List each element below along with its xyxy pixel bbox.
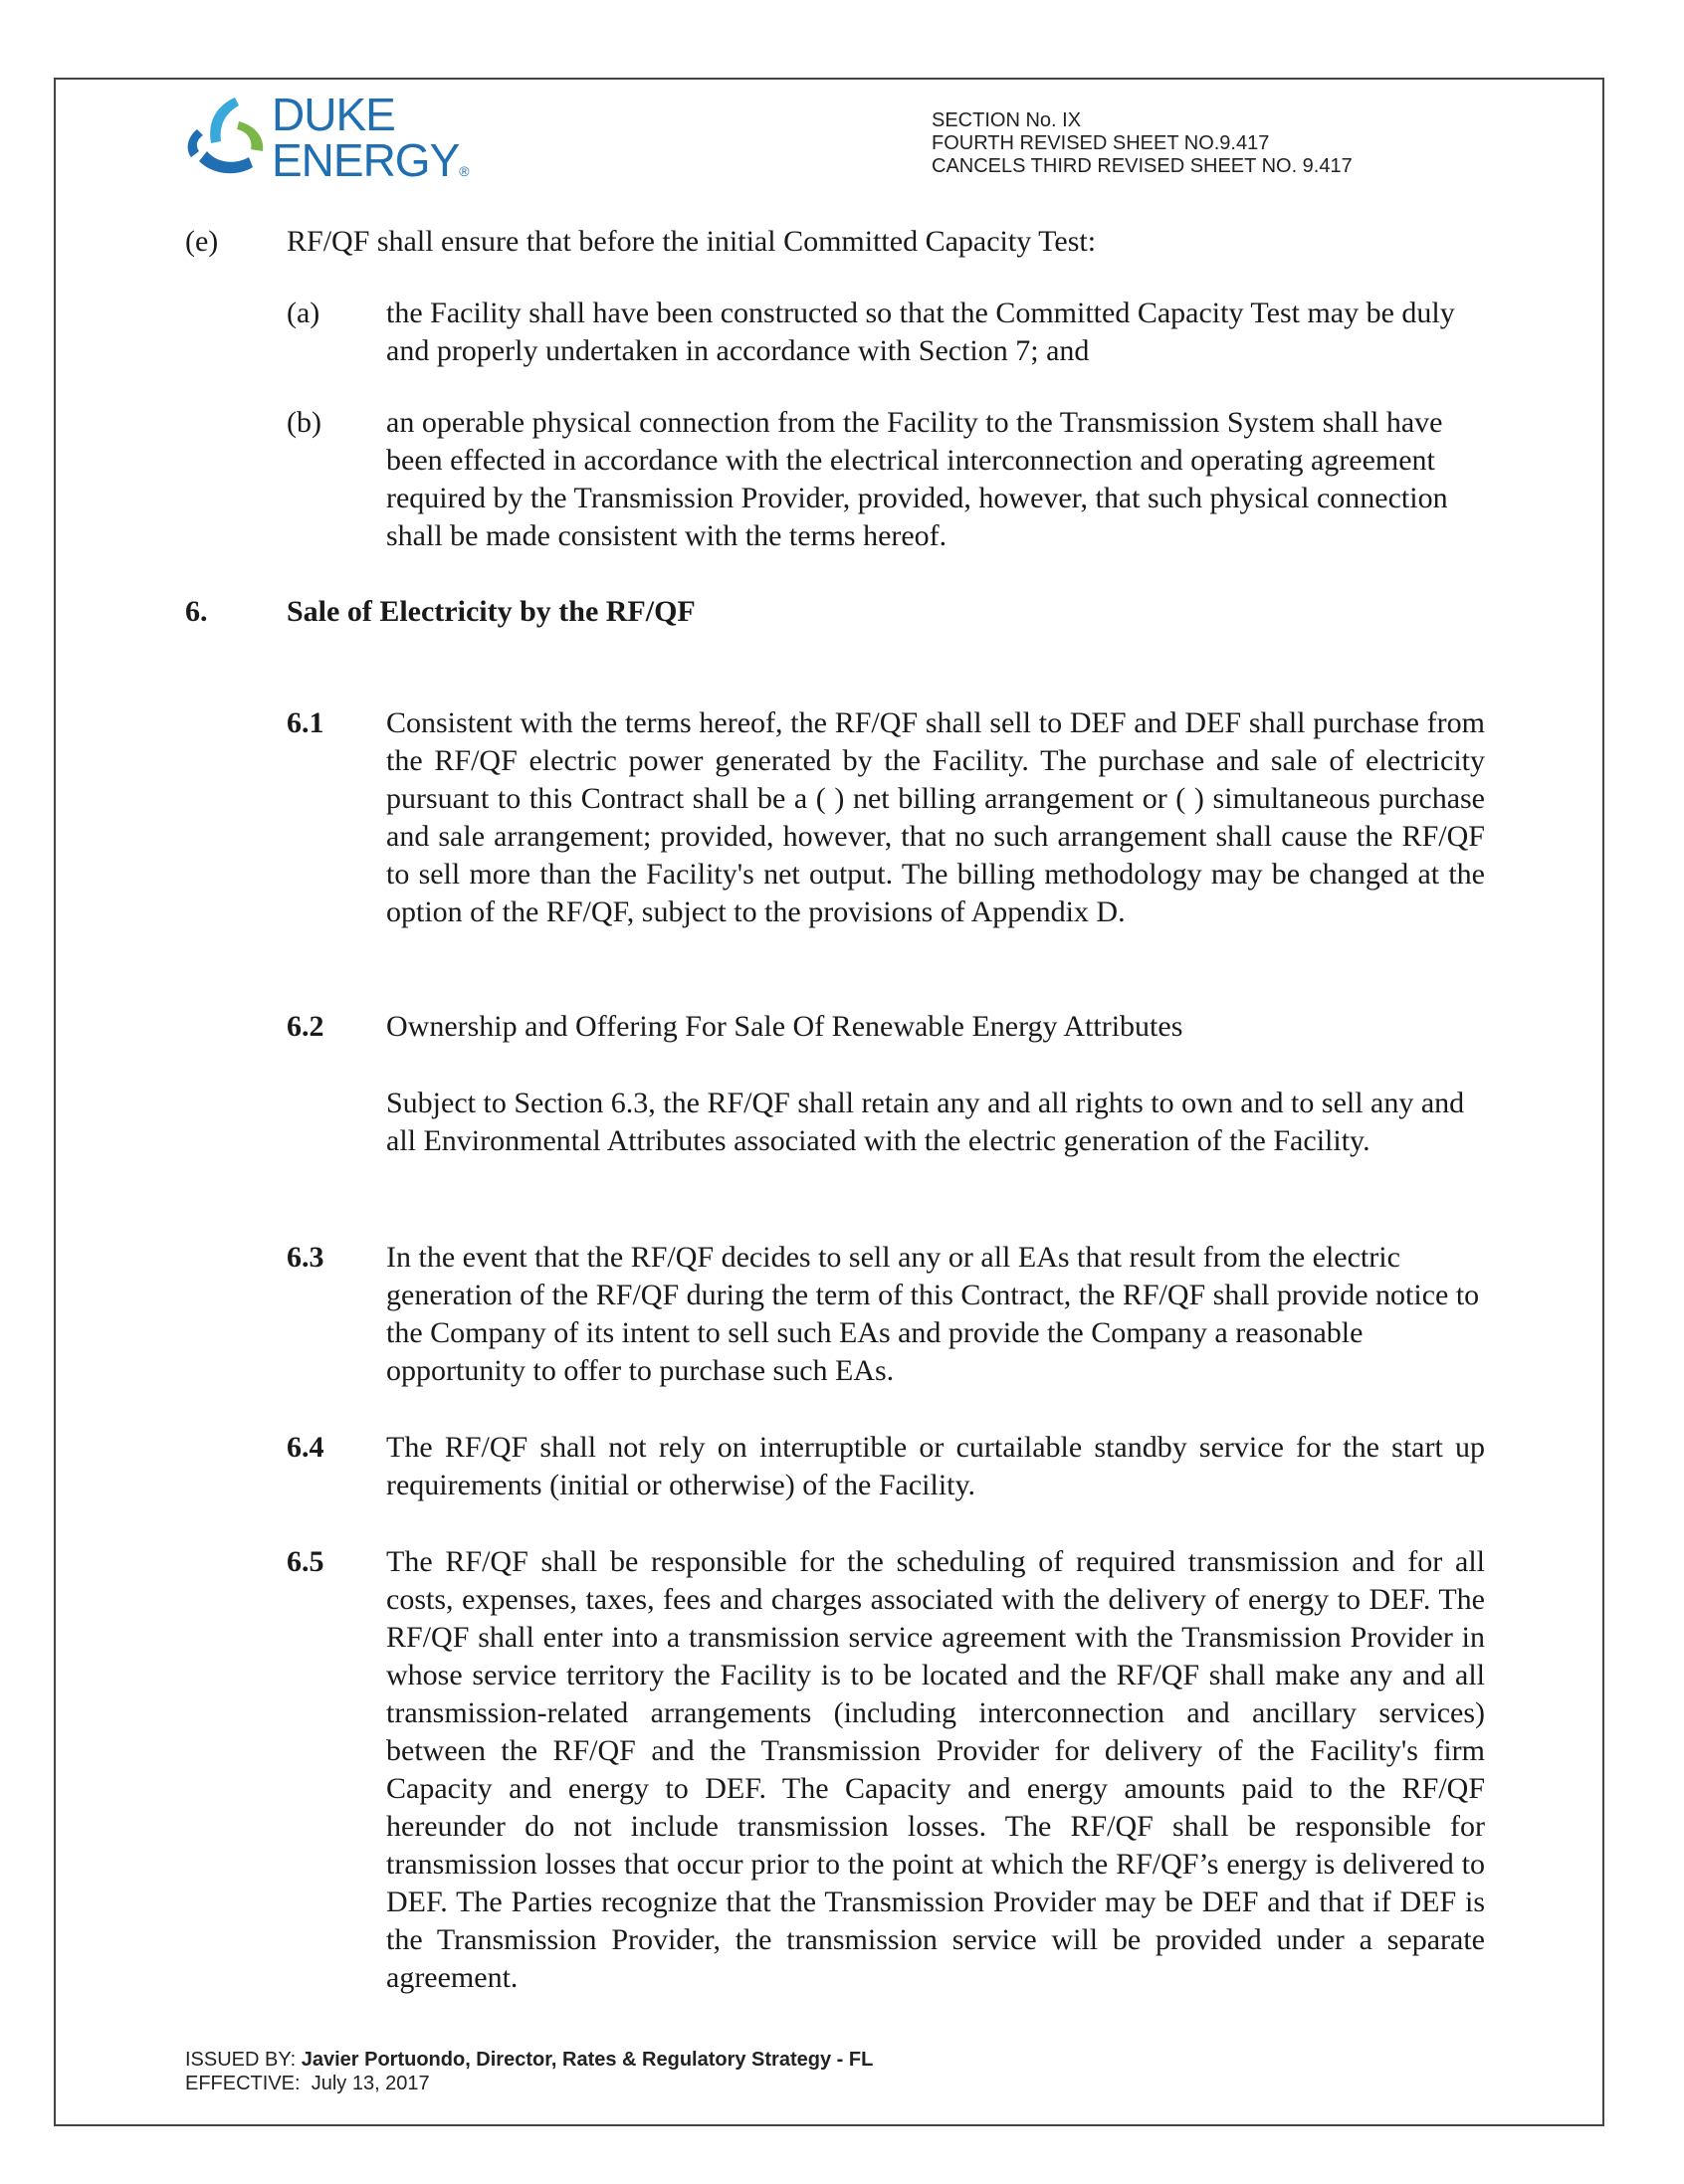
duke-energy-logo-mark-icon <box>177 92 272 191</box>
logo-line-2: ENERGY <box>272 134 460 186</box>
section-6-2-text: Subject to Section 6.3, the RF/QF shall retain any and all rights to own and to sell any and all Environmental Attributes associated with the electric generation of the Facility. <box>386 1087 1465 1157</box>
item-a-text: the Facility shall have been constructed so that the Committed Capacity Test may be duly and properly undertaken in accordance with Section 7; and <box>386 297 1455 367</box>
section-number: SECTION No. IX <box>932 109 1082 131</box>
section-6-2-label: 6.2 <box>287 1010 324 1043</box>
sheet-number: FOURTH REVISED SHEET NO.9.417 <box>932 132 1270 154</box>
duke-energy-logo <box>177 89 476 191</box>
item-a-label: (a) <box>287 297 320 329</box>
section-6-title: Sale of Electricity by the RF/QF <box>287 595 696 628</box>
section-6-label: 6. <box>185 595 208 628</box>
item-b-label: (b) <box>287 406 321 439</box>
logo-line-1: DUKE <box>272 89 395 140</box>
item-e-text: RF/QF shall ensure that before the initial Committed Capacity Test: <box>287 225 1097 258</box>
section-6-4-text: The RF/QF shall not rely on interruptible or curtailable standby service for the start up requirements (initial or otherwise) of the Facility. <box>386 1431 1485 1501</box>
item-b-text: an operable physical connection from the Facility to the Transmission System shall have been effected in accordance with the electrical interconnection and operating agreement required by the Transmission Provider, provided, however, that such physical connection shall be made consistent with the terms hereof. <box>386 406 1448 552</box>
issuance-footer <box>185 2048 873 2095</box>
logo-wordmark <box>272 89 469 194</box>
section-6-1-text: Consistent with the terms hereof, the RF/QF shall sell to DEF and DEF shall purchase from the RF/QF electric power generated by the Facility. The purchase and sale of electricity pursuant to this Contract shall be a ( ) net billing arrangement or ( ) simultaneous purchase and sale arrangement; provided, however, that no such arrangement shall cause the RF/QF to sell more than the Facility's net output. The billing methodology may be changed at the option of the RF/QF, subject to the provisions of Appendix D. <box>386 706 1485 928</box>
section-6-1-label: 6.1 <box>287 706 324 739</box>
section-6-3-text: In the event that the RF/QF decides to sell any or all EAs that result from the electric generation of the RF/QF during the term of this Contract, the RF/QF shall provide notice to the Company of its intent to sell such EAs and provide the Company a reasonable opportunity to offer to purchase such EAs. <box>386 1241 1480 1387</box>
section-6-2-title: Ownership and Offering For Sale Of Renewable Energy Attributes <box>386 1010 1183 1043</box>
logo-registered-mark: ® <box>459 163 469 179</box>
section-6-4-label: 6.4 <box>287 1431 324 1464</box>
issued-by-label: ISSUED BY: <box>185 2049 297 2071</box>
item-e-label: (e) <box>185 225 219 258</box>
effective-date: July 13, 2017 <box>311 2073 430 2094</box>
section-6-3-label: 6.3 <box>287 1241 324 1274</box>
section-6-5-label: 6.5 <box>287 1545 324 1578</box>
effective-label: EFFECTIVE: <box>185 2073 301 2094</box>
sheet-header <box>932 109 1353 178</box>
section-6-5-text: The RF/QF shall be responsible for the scheduling of required transmission and for all costs, expenses, taxes, fees and charges associated with the delivery of energy to DEF. The RF/QF shall enter into a transmission service agreement with the Transmission Provider in whose service territory the Facility is to be located and the RF/QF shall make any and all transmission-related arrangements (including interconnection and ancillary services) between the RF/QF and the Transmission Provider for delivery of the Facility's firm Capacity and energy to DEF. The Capacity and energy amounts paid to the RF/QF hereunder do not include transmission losses. The RF/QF shall be responsible for transmission losses that occur prior to the point at which the RF/QF’s energy is delivered to DEF. The Parties recognize that the Transmission Provider may be DEF and that if DEF is the Transmission Provider, the transmission service will be provided under a separate agreement. <box>386 1545 1485 1994</box>
issued-by-value: Javier Portuondo, Director, Rates & Regulatory Strategy - FL <box>301 2049 874 2071</box>
cancels-sheet: CANCELS THIRD REVISED SHEET NO. 9.417 <box>932 155 1353 177</box>
